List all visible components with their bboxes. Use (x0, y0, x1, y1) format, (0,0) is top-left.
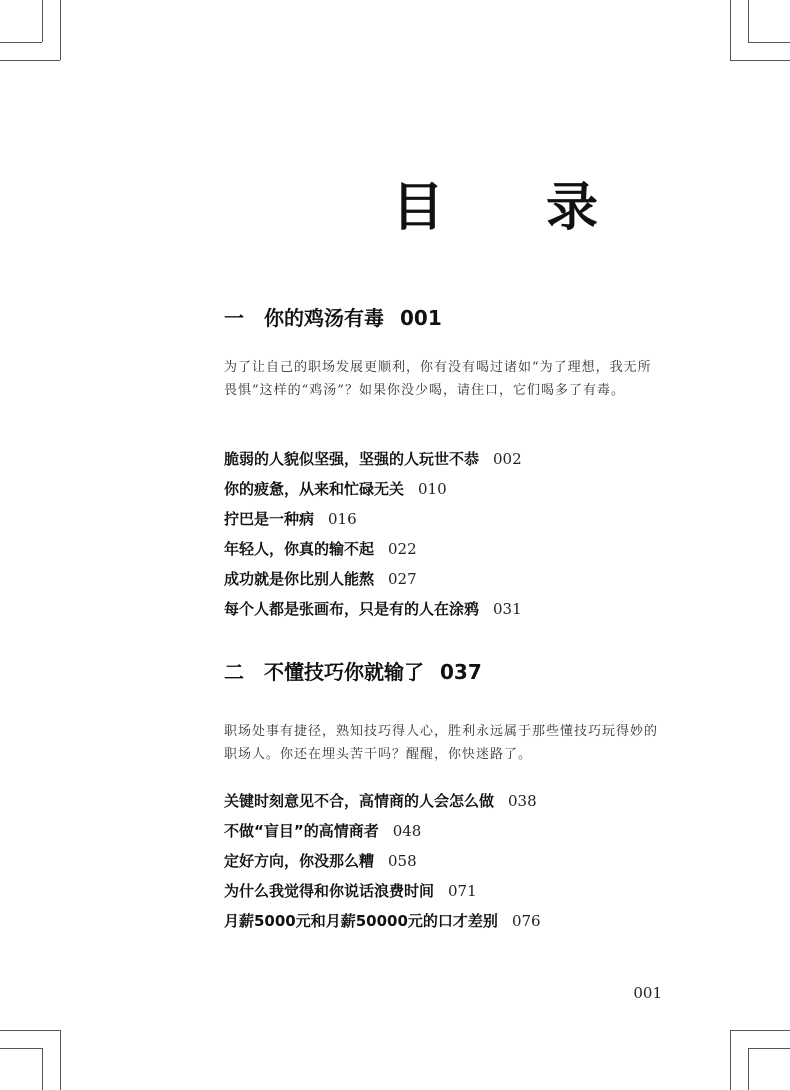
chapter-intro: 职场处事有捷径，熟知技巧得人心，胜利永远属于那些懂技巧玩得妙的职场人。你还在埋头苦干吗？醒醒，你快迷路了。 (224, 724, 659, 762)
crop-mark-bottom-left-vertical-outer (42, 1048, 43, 1090)
chapter-page-number: 037 (440, 660, 482, 684)
entry-title: 成功就是你比别人能熬 (224, 570, 375, 588)
chapter-intro: 为了让自己的职场发展更顺利，你有没有喝过诸如“为了理想，我无所畏惧”这样的“鸡汤”？如果你没少喝，请住口，它们喝多了有毒。 (224, 360, 652, 398)
toc-entry[interactable] (224, 594, 522, 624)
toc-entry[interactable] (224, 474, 522, 504)
toc-entry[interactable] (224, 846, 541, 876)
crop-mark-bottom-right-horizontal-outer (748, 1048, 790, 1049)
toc-entry[interactable] (224, 564, 522, 594)
crop-mark-bottom-right-vertical (730, 1030, 731, 1090)
entry-title: 你的疲惫，从来和忙碌无关 (224, 480, 405, 498)
entry-page-number: 058 (388, 852, 417, 870)
chapter-title: 不懂技巧你就输了 (264, 660, 424, 684)
entry-title: 关键时刻意见不合，高情商的人会怎么做 (224, 792, 495, 810)
entry-page-number: 031 (493, 600, 522, 618)
chapter-heading[interactable] (224, 304, 442, 332)
entry-page-number: 038 (508, 792, 537, 810)
chapter-entry-list (224, 786, 541, 936)
toc-entry[interactable] (224, 816, 541, 846)
page-folio-number: 001 (633, 984, 662, 1002)
crop-mark-bottom-right-horizontal (730, 1030, 790, 1031)
crop-mark-bottom-left-vertical (60, 1030, 61, 1090)
entry-title: 月薪5000元和月薪50000元的口才差别 (224, 912, 498, 930)
toc-entry[interactable] (224, 534, 522, 564)
crop-mark-top-left-vertical-outer (42, 0, 43, 42)
entry-title: 定好方向，你没那么糟 (224, 852, 375, 870)
chapter-number: 一 (224, 306, 244, 330)
crop-mark-top-right-horizontal (730, 60, 790, 61)
entry-title: 脆弱的人貌似坚强，坚强的人玩世不恭 (224, 450, 480, 468)
crop-mark-bottom-left-horizontal-outer (0, 1048, 42, 1049)
entry-title: 不做“盲目”的高情商者 (224, 822, 379, 840)
entry-title: 年轻人，你真的输不起 (224, 540, 375, 558)
toc-entry[interactable] (224, 504, 522, 534)
entry-page-number: 016 (328, 510, 357, 528)
crop-mark-bottom-right-vertical-outer (748, 1048, 749, 1090)
toc-entry[interactable] (224, 906, 541, 936)
entry-page-number: 002 (493, 450, 522, 468)
entry-title: 拧巴是一种病 (224, 510, 315, 528)
crop-mark-top-left-horizontal (0, 60, 60, 61)
page-title: 目 录 (391, 178, 640, 238)
entry-title: 为什么我觉得和你说话浪费时间 (224, 882, 435, 900)
chapter-entry-list (224, 444, 522, 624)
toc-entry[interactable] (224, 444, 522, 474)
entry-page-number: 071 (448, 882, 477, 900)
entry-title: 每个人都是张画布，只是有的人在涂鸦 (224, 600, 480, 618)
crop-mark-top-left-horizontal-outer (0, 42, 42, 43)
chapter-title: 你的鸡汤有毒 (264, 306, 384, 330)
chapter-heading[interactable] (224, 658, 482, 686)
entry-page-number: 048 (392, 822, 422, 840)
chapter-number: 二 (224, 660, 244, 684)
chapter-page-number: 001 (400, 306, 442, 330)
entry-page-number: 022 (388, 540, 417, 558)
toc-entry[interactable] (224, 876, 541, 906)
entry-page-number: 027 (388, 570, 417, 588)
crop-mark-top-right-horizontal-outer (748, 42, 790, 43)
toc-entry[interactable] (224, 786, 541, 816)
entry-page-number: 076 (511, 912, 541, 930)
crop-mark-top-right-vertical (730, 0, 731, 60)
crop-mark-top-right-vertical-outer (748, 0, 749, 42)
entry-page-number: 010 (418, 480, 447, 498)
crop-mark-bottom-left-horizontal (0, 1030, 60, 1031)
crop-mark-top-left-vertical (60, 0, 61, 60)
